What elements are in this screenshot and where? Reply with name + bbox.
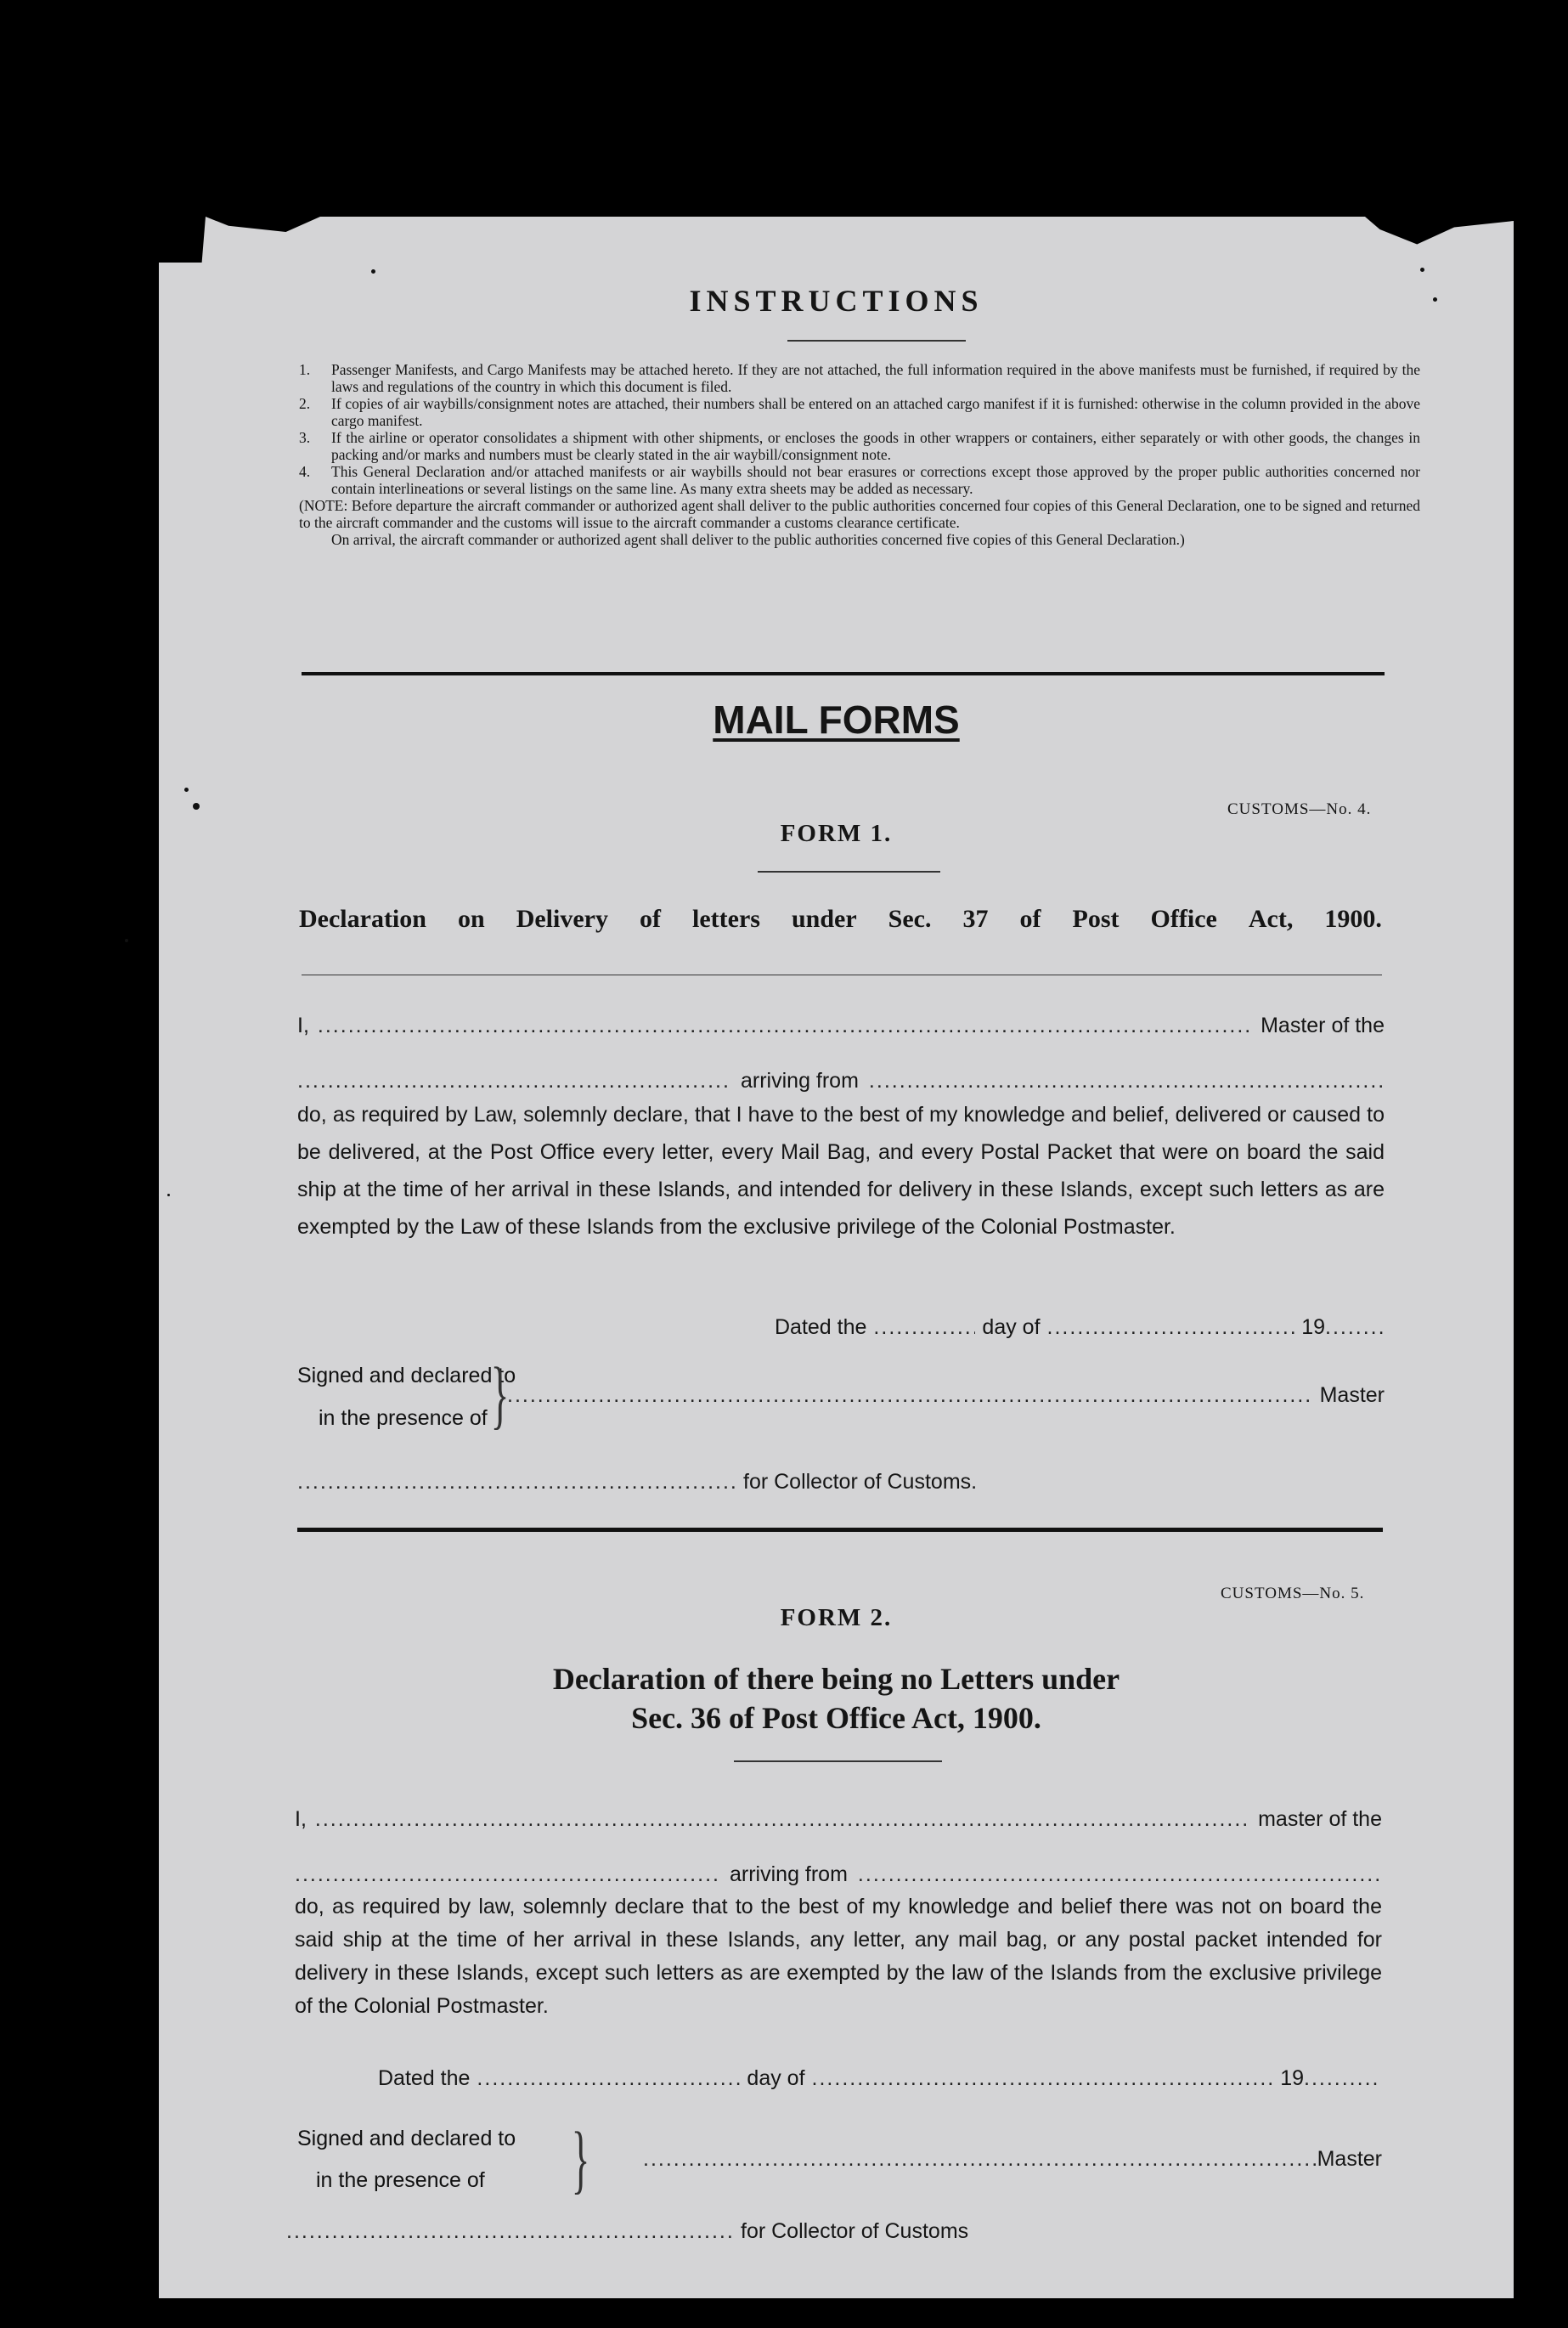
- instruction-text: If the airline or operator consolidates a shipment with other shipments, or encloses the goods in other wrappers or containers, either separately or with other goods, the changes in packing and/or marks and numbers must be clearly stated in the air waybill/consignment note.: [331, 429, 1420, 463]
- heading-word: Sec.: [888, 905, 932, 933]
- instruction-text: Passenger Manifests, and Cargo Manifests may be attached hereto. If they are not attached, the full information required in the above manifests must be furnished, if required by the laws and regulations of the country in which this document is filed.: [331, 361, 1420, 395]
- instruction-text: If copies of air waybills/consignment notes are attached, their numbers shall be entered on an attached cargo manifest if it is furnished: otherwise in the column provided in the above cargo manifest.: [331, 395, 1420, 429]
- collector-label: for Collector of Customs.: [743, 1470, 978, 1494]
- customs-reference: CUSTOMS—No. 5.: [1221, 1585, 1365, 1602]
- line-prefix: I,: [295, 1807, 307, 1831]
- torn-edge: [206, 217, 320, 232]
- master-signature-blank[interactable]: [643, 2147, 1317, 2172]
- signed-label: Signed and declared to: [297, 2127, 516, 2150]
- instruction-text: This General Declaration and/or attached manifests or air waybills should not bear erasures or corrections except those approved by the proper public authorities concerned nor contain interlineations or several listings on the same line. As many extra sheets may be added as necessary.: [331, 463, 1420, 497]
- instruction-note: [299, 497, 1420, 548]
- arriving-label: arriving from: [741, 1069, 859, 1093]
- instruction-item: [299, 463, 1420, 497]
- form2-declaration-heading: [159, 1659, 1514, 1738]
- date-month-blank[interactable]: [812, 2066, 1274, 2091]
- ship-name-blank[interactable]: [295, 1862, 719, 1887]
- origin-blank[interactable]: [869, 1069, 1385, 1093]
- instructions-list: [299, 361, 1420, 548]
- date-day-blank[interactable]: [873, 1315, 975, 1340]
- form2-label: FORM 2.: [780, 1604, 893, 1631]
- document-page: [159, 217, 1514, 2298]
- presence-label: in the presence of: [319, 1406, 488, 1430]
- origin-blank[interactable]: [858, 1862, 1382, 1887]
- form2-master-signature-line: [643, 2147, 1382, 2172]
- instruction-item: [299, 395, 1420, 429]
- instruction-number: 1.: [299, 361, 311, 378]
- section-divider: [297, 1528, 1383, 1532]
- instruction-number: 2.: [299, 395, 311, 412]
- form1-declaration-heading: [299, 905, 1382, 934]
- brace-icon: }: [490, 1353, 510, 1437]
- form1-collector-line: [297, 1470, 1019, 1495]
- master-label: Master: [1317, 2147, 1382, 2171]
- heading-word: on: [457, 905, 485, 933]
- form2-dated-line: [378, 2066, 1380, 2091]
- heading-word: 37: [962, 905, 989, 933]
- note-text-2: On arrival, the aircraft commander or authorized agent shall deliver to the public authorities concerned five copies of this General Declaration.): [331, 531, 1185, 548]
- heading-line: Sec. 36 of Post Office Act, 1900.: [631, 1701, 1041, 1735]
- form1-arriving-line: [297, 1069, 1385, 1093]
- master-name-blank[interactable]: [318, 1014, 1252, 1038]
- form2-declaration-text: do, as required by law, solemnly declare that to the best of my knowledge and belief there was not on board the said ship at the time of her arrival in these Islands, any letter, any mail bag, or any postal packet intended for delivery in these Islands, except such letters as are exempted by the law of the Islands from the exclusive privilege of the Colonial Postmaster.: [295, 1895, 1382, 2018]
- year-label: 19: [1301, 1315, 1325, 1339]
- master-label: Master: [1319, 1383, 1385, 1407]
- section-divider: [302, 672, 1385, 675]
- form1-master-line: [297, 1014, 1385, 1038]
- line-suffix: Master of the: [1261, 1014, 1385, 1037]
- heading-underline: [734, 1760, 942, 1762]
- brace-icon: }: [571, 2117, 590, 2201]
- year-blank[interactable]: [1304, 2066, 1380, 2091]
- master-signature-blank[interactable]: [507, 1383, 1313, 1408]
- heading-line: Declaration of there being no Letters under: [552, 1662, 1120, 1696]
- instruction-number: 3.: [299, 429, 311, 446]
- heading-word: of: [639, 905, 661, 933]
- form1-dated-line: [775, 1315, 1385, 1340]
- presence-label: in the presence of: [316, 2168, 485, 2192]
- form-label-underline: [758, 871, 940, 873]
- torn-corner: [159, 217, 206, 263]
- collector-label: for Collector of Customs: [741, 2219, 969, 2243]
- day-of-label: day of: [747, 2066, 805, 2090]
- instruction-item: [299, 429, 1420, 463]
- arriving-label: arriving from: [730, 1862, 848, 1886]
- date-day-blank[interactable]: [477, 2066, 740, 2091]
- year-blank[interactable]: [1325, 1315, 1385, 1340]
- heading-word: 1900.: [1324, 905, 1382, 933]
- mail-forms-title: MAIL FORMS: [713, 698, 960, 742]
- dated-label: Dated the: [775, 1315, 867, 1339]
- form1-label: FORM 1.: [780, 820, 893, 847]
- note-prefix: (NOTE:: [299, 497, 348, 514]
- heading-word: under: [791, 905, 857, 933]
- ship-name-blank[interactable]: [297, 1069, 730, 1093]
- heading-word: letters: [692, 905, 760, 933]
- title-underline: [787, 340, 966, 342]
- collector-signature-blank[interactable]: [286, 2219, 732, 2244]
- form2-master-line: [295, 1807, 1382, 1832]
- instruction-item: [299, 361, 1420, 395]
- form1-declaration-text: do, as required by Law, solemnly declare, that I have to the best of my knowledge and belief, delivered or caused to be delivered, at the Post Office every letter, every Mail Bag, and every Postal Packet that were on board the said ship at the time of her arrival in these Islands, and intended for delivery in these Islands, except such letters as are exempted by the Law of these Islands from the exclusive privilege of the Colonial Postmaster.: [297, 1103, 1385, 1239]
- customs-reference: CUSTOMS—No. 4.: [1227, 800, 1372, 818]
- heading-word: Declaration: [299, 905, 426, 933]
- heading-word: Act,: [1248, 905, 1294, 933]
- master-name-blank[interactable]: [315, 1807, 1249, 1832]
- instruction-number: 4.: [299, 463, 311, 480]
- form2-collector-line: [286, 2219, 1136, 2244]
- heading-word: of: [1019, 905, 1041, 933]
- form2-arriving-line: [295, 1862, 1382, 1887]
- form1-master-signature-line: [507, 1383, 1385, 1408]
- day-of-label: day of: [982, 1315, 1041, 1339]
- torn-corner: [1365, 217, 1514, 259]
- year-label: 19: [1280, 2066, 1304, 2090]
- heading-word: Delivery: [516, 905, 608, 933]
- instructions-title: INSTRUCTIONS: [689, 284, 984, 318]
- note-text: Before departure the aircraft commander or authorized agent shall deliver to the public authorities concerned four copies of this General Declaration, one to be signed and returned to the aircraft commander and the customs will issue to the aircraft commander a customs clearance certificate.: [299, 497, 1420, 531]
- collector-signature-blank[interactable]: [297, 1470, 735, 1495]
- date-month-blank[interactable]: [1047, 1315, 1295, 1340]
- signed-label: Signed and declared to: [297, 1364, 516, 1387]
- heading-word: Post: [1072, 905, 1120, 933]
- dated-label: Dated the: [378, 2066, 471, 2090]
- line-suffix: master of the: [1258, 1807, 1382, 1831]
- line-prefix: I,: [297, 1014, 309, 1037]
- heading-word: Office: [1150, 905, 1217, 933]
